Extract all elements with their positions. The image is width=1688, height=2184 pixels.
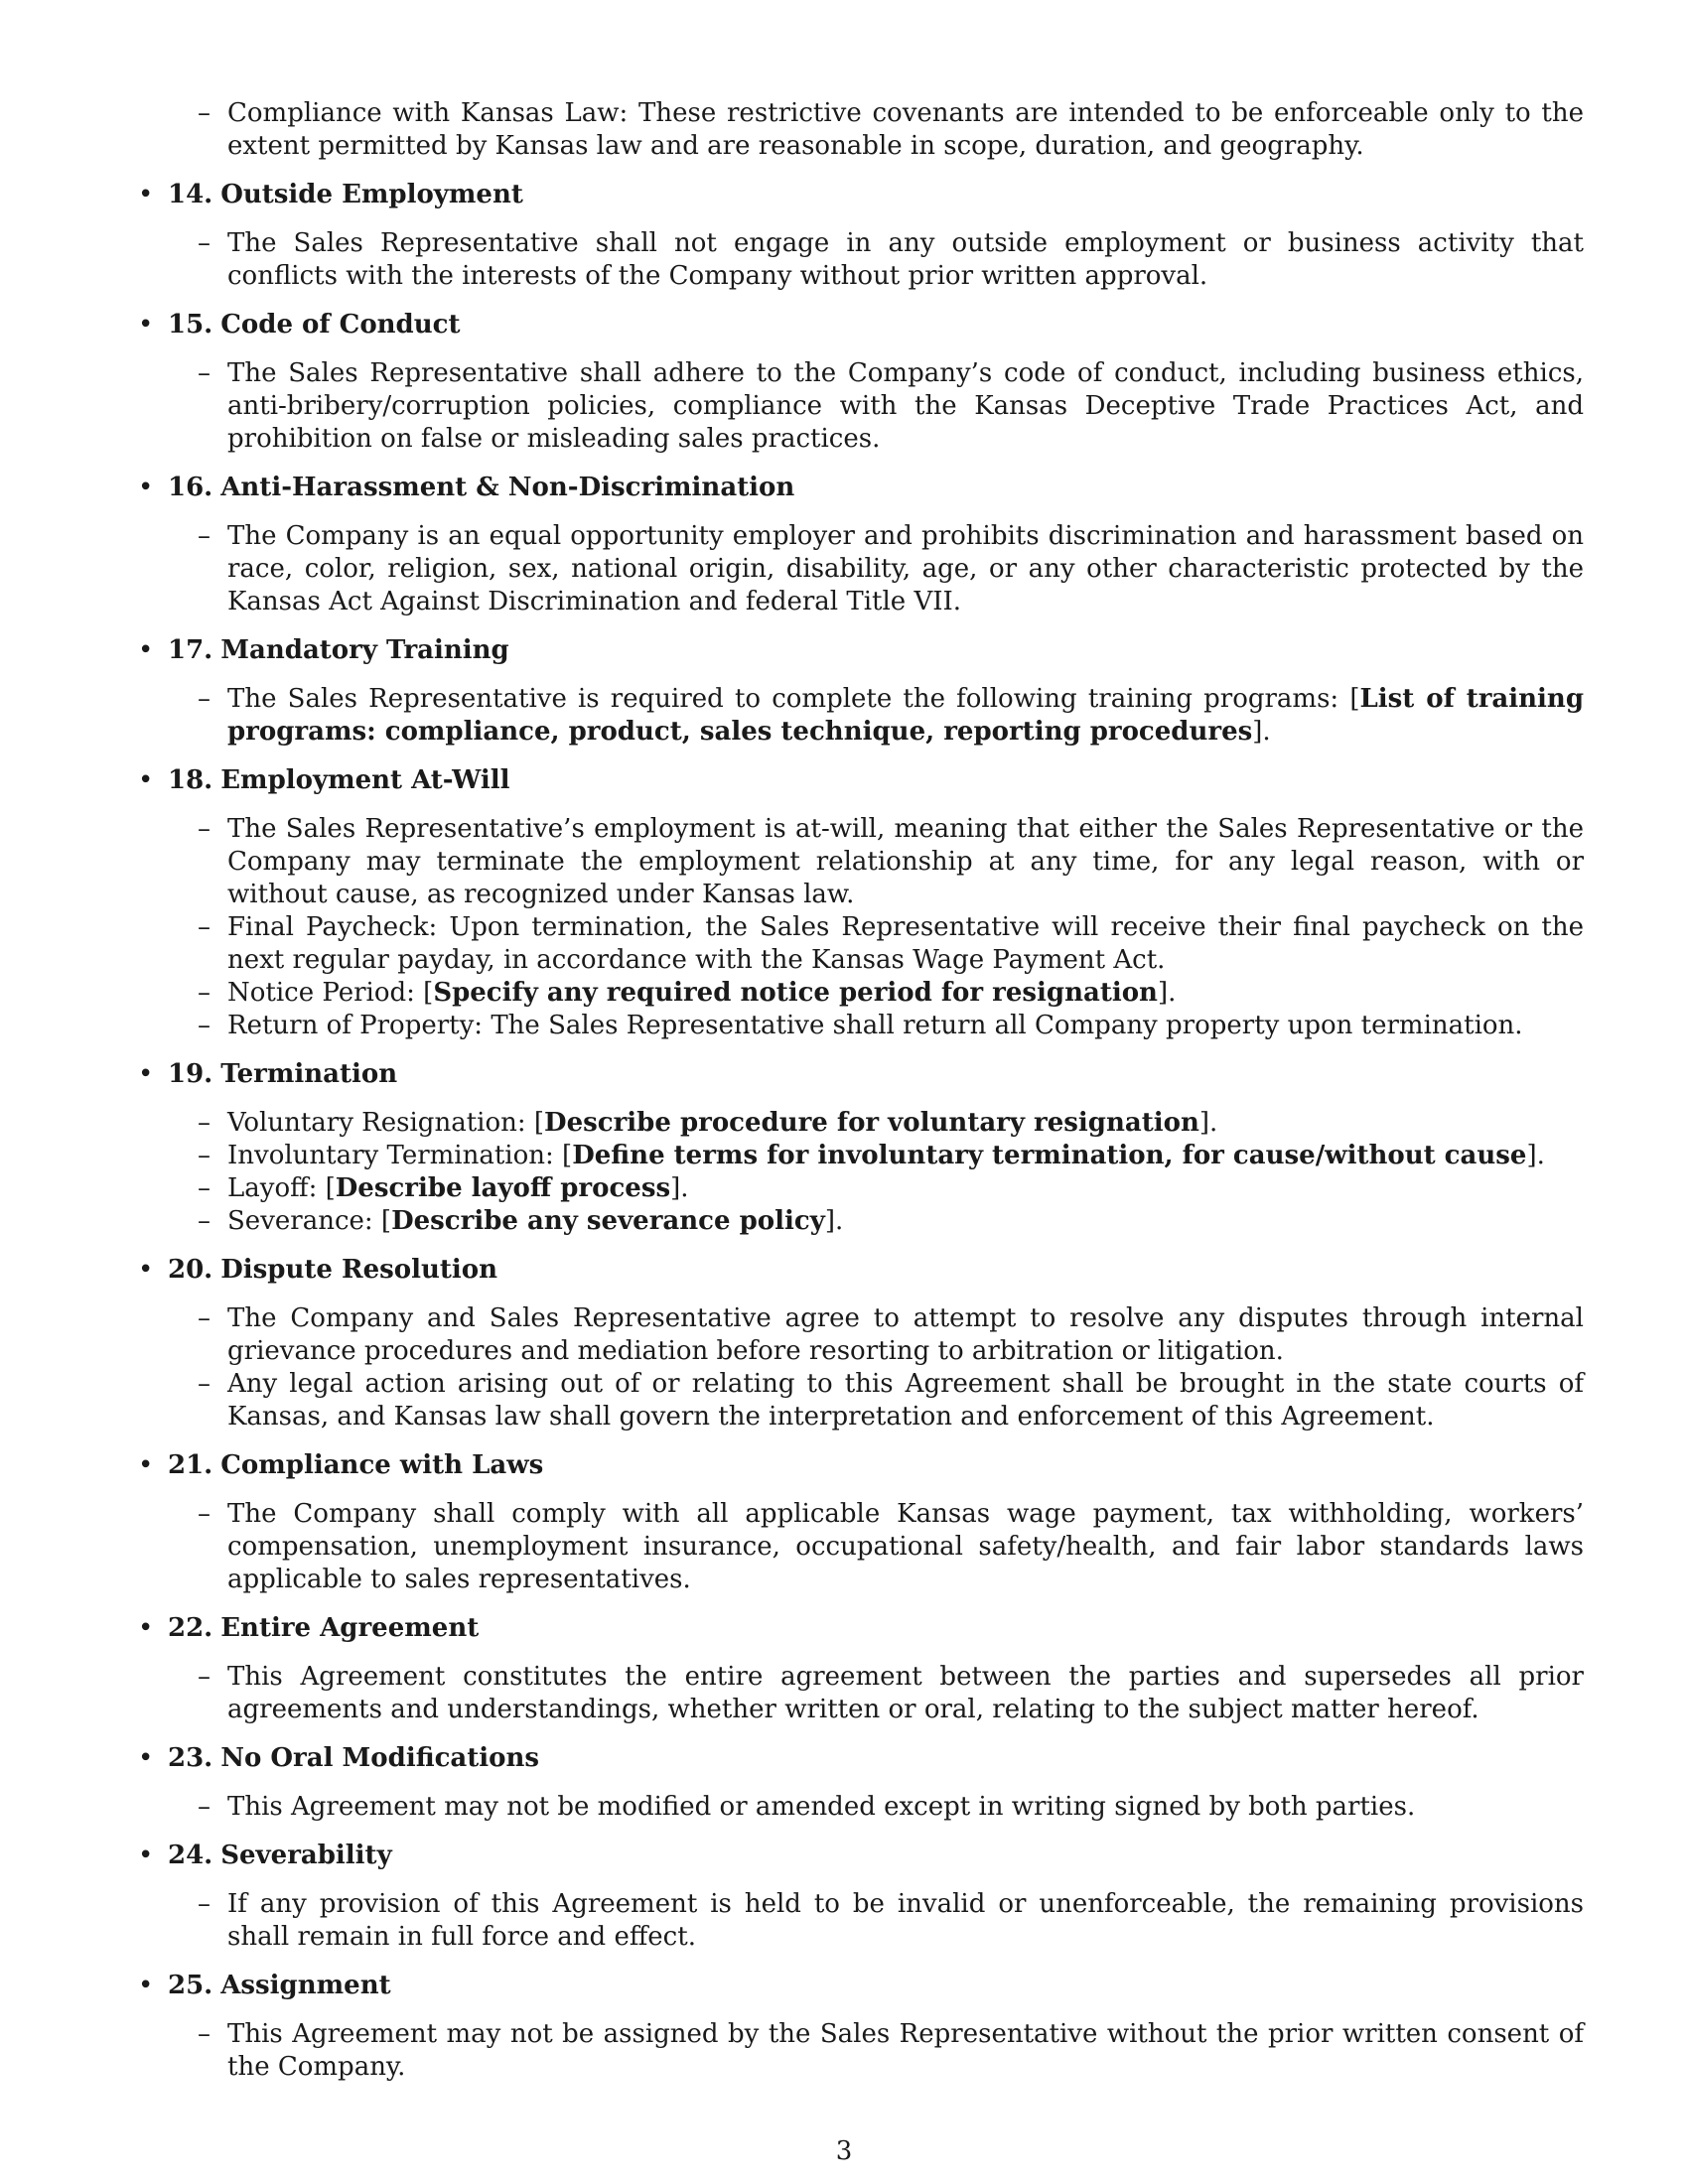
placeholder-text: Describe any severance policy: [391, 1206, 825, 1236]
section-heading: [134, 1254, 1584, 1287]
section-title: No Oral Modifications: [220, 1743, 540, 1773]
bullet-marker: •: [138, 180, 154, 209]
section-heading: [134, 1742, 1584, 1775]
clause-text: This Agreement may not be modified or amended except in writing signed by both parties.: [227, 1792, 1416, 1822]
section-title: Dispute Resolution: [220, 1255, 498, 1285]
dash-marker: –: [198, 1499, 211, 1529]
clause-text: The Company and Sales Representative agree to attempt to resolve any disputes through internal grievance procedures and mediation before resorting to arbitration or litigation.: [227, 1303, 1584, 1366]
section-heading: [134, 309, 1584, 341]
bullet-marker: •: [138, 765, 154, 795]
clause-list: [134, 227, 1584, 293]
clause-text: Compliance with Kansas Law: These restrictive covenants are intended to be enforceable only to the extent permitted by Kansas law and are reasonable in scope, duration, and geography.: [227, 98, 1584, 161]
section-title: Mandatory Training: [220, 635, 509, 665]
clause-text: If any provision of this Agreement is held to be invalid or unenforceable, the remaining provisions shall remain in full force and effect.: [227, 1889, 1584, 1952]
dash-marker: –: [198, 1662, 211, 1692]
dash-marker: –: [198, 2019, 211, 2049]
section-number: 25.: [168, 1971, 213, 2000]
section-heading: [134, 634, 1584, 667]
clause-item: [134, 1661, 1584, 1726]
section-heading: [134, 1449, 1584, 1482]
section-16: [134, 472, 1584, 618]
clause-item: [134, 1888, 1584, 1954]
clause-item: [134, 1140, 1584, 1172]
clause-list: [134, 1498, 1584, 1596]
clause-list: [134, 813, 1584, 1042]
clause-suffix: ].: [824, 1206, 844, 1236]
section-title: Code of Conduct: [220, 310, 461, 340]
section-heading: [134, 1840, 1584, 1872]
section-20: [134, 1254, 1584, 1433]
clause-suffix: ].: [670, 1173, 689, 1203]
section-14: [134, 179, 1584, 293]
clause-text: Layoff: [: [227, 1173, 336, 1203]
clause-text: Voluntary Resignation: [: [227, 1108, 545, 1138]
clause-item: [134, 1010, 1584, 1042]
section-number: 16.: [168, 473, 213, 502]
bullet-marker: •: [138, 1743, 154, 1773]
section-title: Employment At-Will: [220, 765, 510, 795]
dash-marker: –: [198, 1206, 211, 1236]
section-number: 17.: [168, 635, 213, 665]
placeholder-text: Describe layoff process: [335, 1173, 671, 1203]
clause-item: [134, 1791, 1584, 1824]
section-number: 24.: [168, 1841, 213, 1870]
clause-text: Notice Period: [: [227, 978, 434, 1008]
clause-suffix: ].: [1252, 717, 1271, 747]
clause-list: [134, 1661, 1584, 1726]
placeholder-text: Specify any required notice period for resignation: [433, 978, 1158, 1008]
section-23: [134, 1742, 1584, 1824]
clause-item: [134, 1172, 1584, 1205]
section-number: 22.: [168, 1613, 213, 1643]
bullet-marker: •: [138, 310, 154, 340]
clause-text: The Company shall comply with all applicable Kansas wage payment, tax withholding, workers’ compensation, unemployment insurance, occupational safety/health, and fair labor standards laws applicable to sales representatives.: [227, 1499, 1584, 1594]
clause-suffix: ].: [1526, 1141, 1545, 1170]
clause-item: [134, 227, 1584, 293]
clause-text: The Sales Representative is required to complete the following training programs: [: [227, 684, 1360, 714]
clause-item: [134, 97, 1584, 163]
section-15: [134, 309, 1584, 456]
dash-marker: –: [198, 1108, 211, 1138]
clause-list: [134, 683, 1584, 749]
placeholder-text: Describe procedure for voluntary resignation: [544, 1108, 1199, 1138]
dash-marker: –: [198, 912, 211, 942]
dash-marker: –: [198, 1369, 211, 1399]
section-22: [134, 1612, 1584, 1726]
dash-marker: –: [198, 1141, 211, 1170]
section-17: [134, 634, 1584, 749]
bullet-marker: •: [138, 1450, 154, 1480]
dash-marker: –: [198, 358, 211, 388]
clause-text: Return of Property: The Sales Representative shall return all Company property upon termination.: [227, 1011, 1523, 1040]
clause-item: [134, 977, 1584, 1010]
section-heading: [134, 1058, 1584, 1091]
document-body: [134, 97, 1584, 2100]
section-title: Outside Employment: [220, 180, 523, 209]
clause-text: Severance: [: [227, 1206, 392, 1236]
clause-item: [134, 2018, 1584, 2084]
clause-item: [134, 357, 1584, 456]
clause-item: [134, 683, 1584, 749]
bullet-marker: •: [138, 473, 154, 502]
section-heading: [134, 1970, 1584, 2002]
section-number: 15.: [168, 310, 213, 340]
clause-item: [134, 911, 1584, 977]
clause-list: [134, 1791, 1584, 1824]
section-number: 20.: [168, 1255, 213, 1285]
section-number: 23.: [168, 1743, 213, 1773]
dash-marker: –: [198, 1173, 211, 1203]
section-heading: [134, 764, 1584, 797]
continued-clause-list: [134, 97, 1584, 163]
dash-marker: –: [198, 98, 211, 128]
dash-marker: –: [198, 978, 211, 1008]
clause-list: [134, 2018, 1584, 2084]
clause-item: [134, 1498, 1584, 1596]
dash-marker: –: [198, 814, 211, 844]
clause-text: The Sales Representative’s employment is at-will, meaning that either the Sales Representative or the Company may terminate the employment relationship at any time, for any legal reason, with or without cause, as recognized under Kansas law.: [227, 814, 1584, 909]
clause-text: This Agreement constitutes the entire agreement between the parties and supersedes all prior agreements and understandings, whether written or oral, relating to the subject matter hereof.: [227, 1662, 1584, 1724]
clause-item: [134, 1368, 1584, 1433]
section-24: [134, 1840, 1584, 1954]
section-number: 21.: [168, 1450, 213, 1480]
bullet-marker: •: [138, 1059, 154, 1089]
dash-marker: –: [198, 1792, 211, 1822]
clause-item: [134, 1205, 1584, 1238]
clause-suffix: ].: [1198, 1108, 1218, 1138]
sections-container: [134, 179, 1584, 2084]
section-25: [134, 1970, 1584, 2084]
section-number: 18.: [168, 765, 213, 795]
clause-text: The Sales Representative shall adhere to the Company’s code of conduct, including business ethics, anti-bribery/corruption policies, compliance with the Kansas Deceptive Trade Practices Act, and prohibition on false or misleading sales practices.: [227, 358, 1584, 454]
clause-text: Any legal action arising out of or relating to this Agreement shall be brought in the state courts of Kansas, and Kansas law shall govern the interpretation and enforcement of this Agreement.: [227, 1369, 1584, 1432]
section-title: Anti-Harassment & Non-Discrimination: [220, 473, 795, 502]
clause-item: [134, 520, 1584, 618]
dash-marker: –: [198, 1011, 211, 1040]
clause-list: [134, 1888, 1584, 1954]
section-number: 14.: [168, 180, 213, 209]
placeholder-text: Define terms for involuntary termination, for cause/without cause: [572, 1141, 1527, 1170]
section-21: [134, 1449, 1584, 1596]
bullet-marker: •: [138, 1971, 154, 2000]
clause-list: [134, 1302, 1584, 1433]
clause-list: [134, 520, 1584, 618]
dash-marker: –: [198, 521, 211, 551]
dash-marker: –: [198, 1889, 211, 1919]
clause-item: [134, 813, 1584, 911]
section-title: Entire Agreement: [220, 1613, 480, 1643]
clause-list: [134, 1107, 1584, 1238]
dash-marker: –: [198, 1303, 211, 1333]
section-heading: [134, 179, 1584, 211]
section-19: [134, 1058, 1584, 1238]
placeholder-text: List of training programs: compliance, product, sales technique, reporting procedures: [227, 684, 1585, 747]
section-title: Compliance with Laws: [220, 1450, 544, 1480]
section-heading: [134, 1612, 1584, 1645]
section-title: Termination: [220, 1059, 398, 1089]
clause-text: The Sales Representative shall not engage in any outside employment or business activity that conflicts with the interests of the Company without prior written approval.: [227, 228, 1584, 291]
section-title: Severability: [220, 1841, 392, 1870]
dash-marker: –: [198, 684, 211, 714]
clause-text: This Agreement may not be assigned by the Sales Representative without the prior written consent of the Company.: [227, 2019, 1584, 2082]
bullet-marker: •: [138, 635, 154, 665]
clause-item: [134, 1302, 1584, 1368]
clause-text: Involuntary Termination: [: [227, 1141, 573, 1170]
section-title: Assignment: [220, 1971, 391, 2000]
bullet-marker: •: [138, 1613, 154, 1643]
clause-text: The Company is an equal opportunity employer and prohibits discrimination and harassment based on race, color, religion, sex, national origin, disability, age, or any other characteristic protected by the Kansas Act Against Discrimination and federal Title VII.: [227, 521, 1584, 616]
clause-list: [134, 357, 1584, 456]
page-number: 3: [835, 2136, 853, 2166]
section-heading: [134, 472, 1584, 504]
bullet-marker: •: [138, 1255, 154, 1285]
clause-text: Final Paycheck: Upon termination, the Sales Representative will receive their final paycheck on the next regular payday, in accordance with the Kansas Wage Payment Act.: [227, 912, 1584, 975]
section-number: 19.: [168, 1059, 213, 1089]
bullet-marker: •: [138, 1841, 154, 1870]
clause-item: [134, 1107, 1584, 1140]
section-18: [134, 764, 1584, 1042]
dash-marker: –: [198, 228, 211, 258]
clause-suffix: ].: [1157, 978, 1177, 1008]
